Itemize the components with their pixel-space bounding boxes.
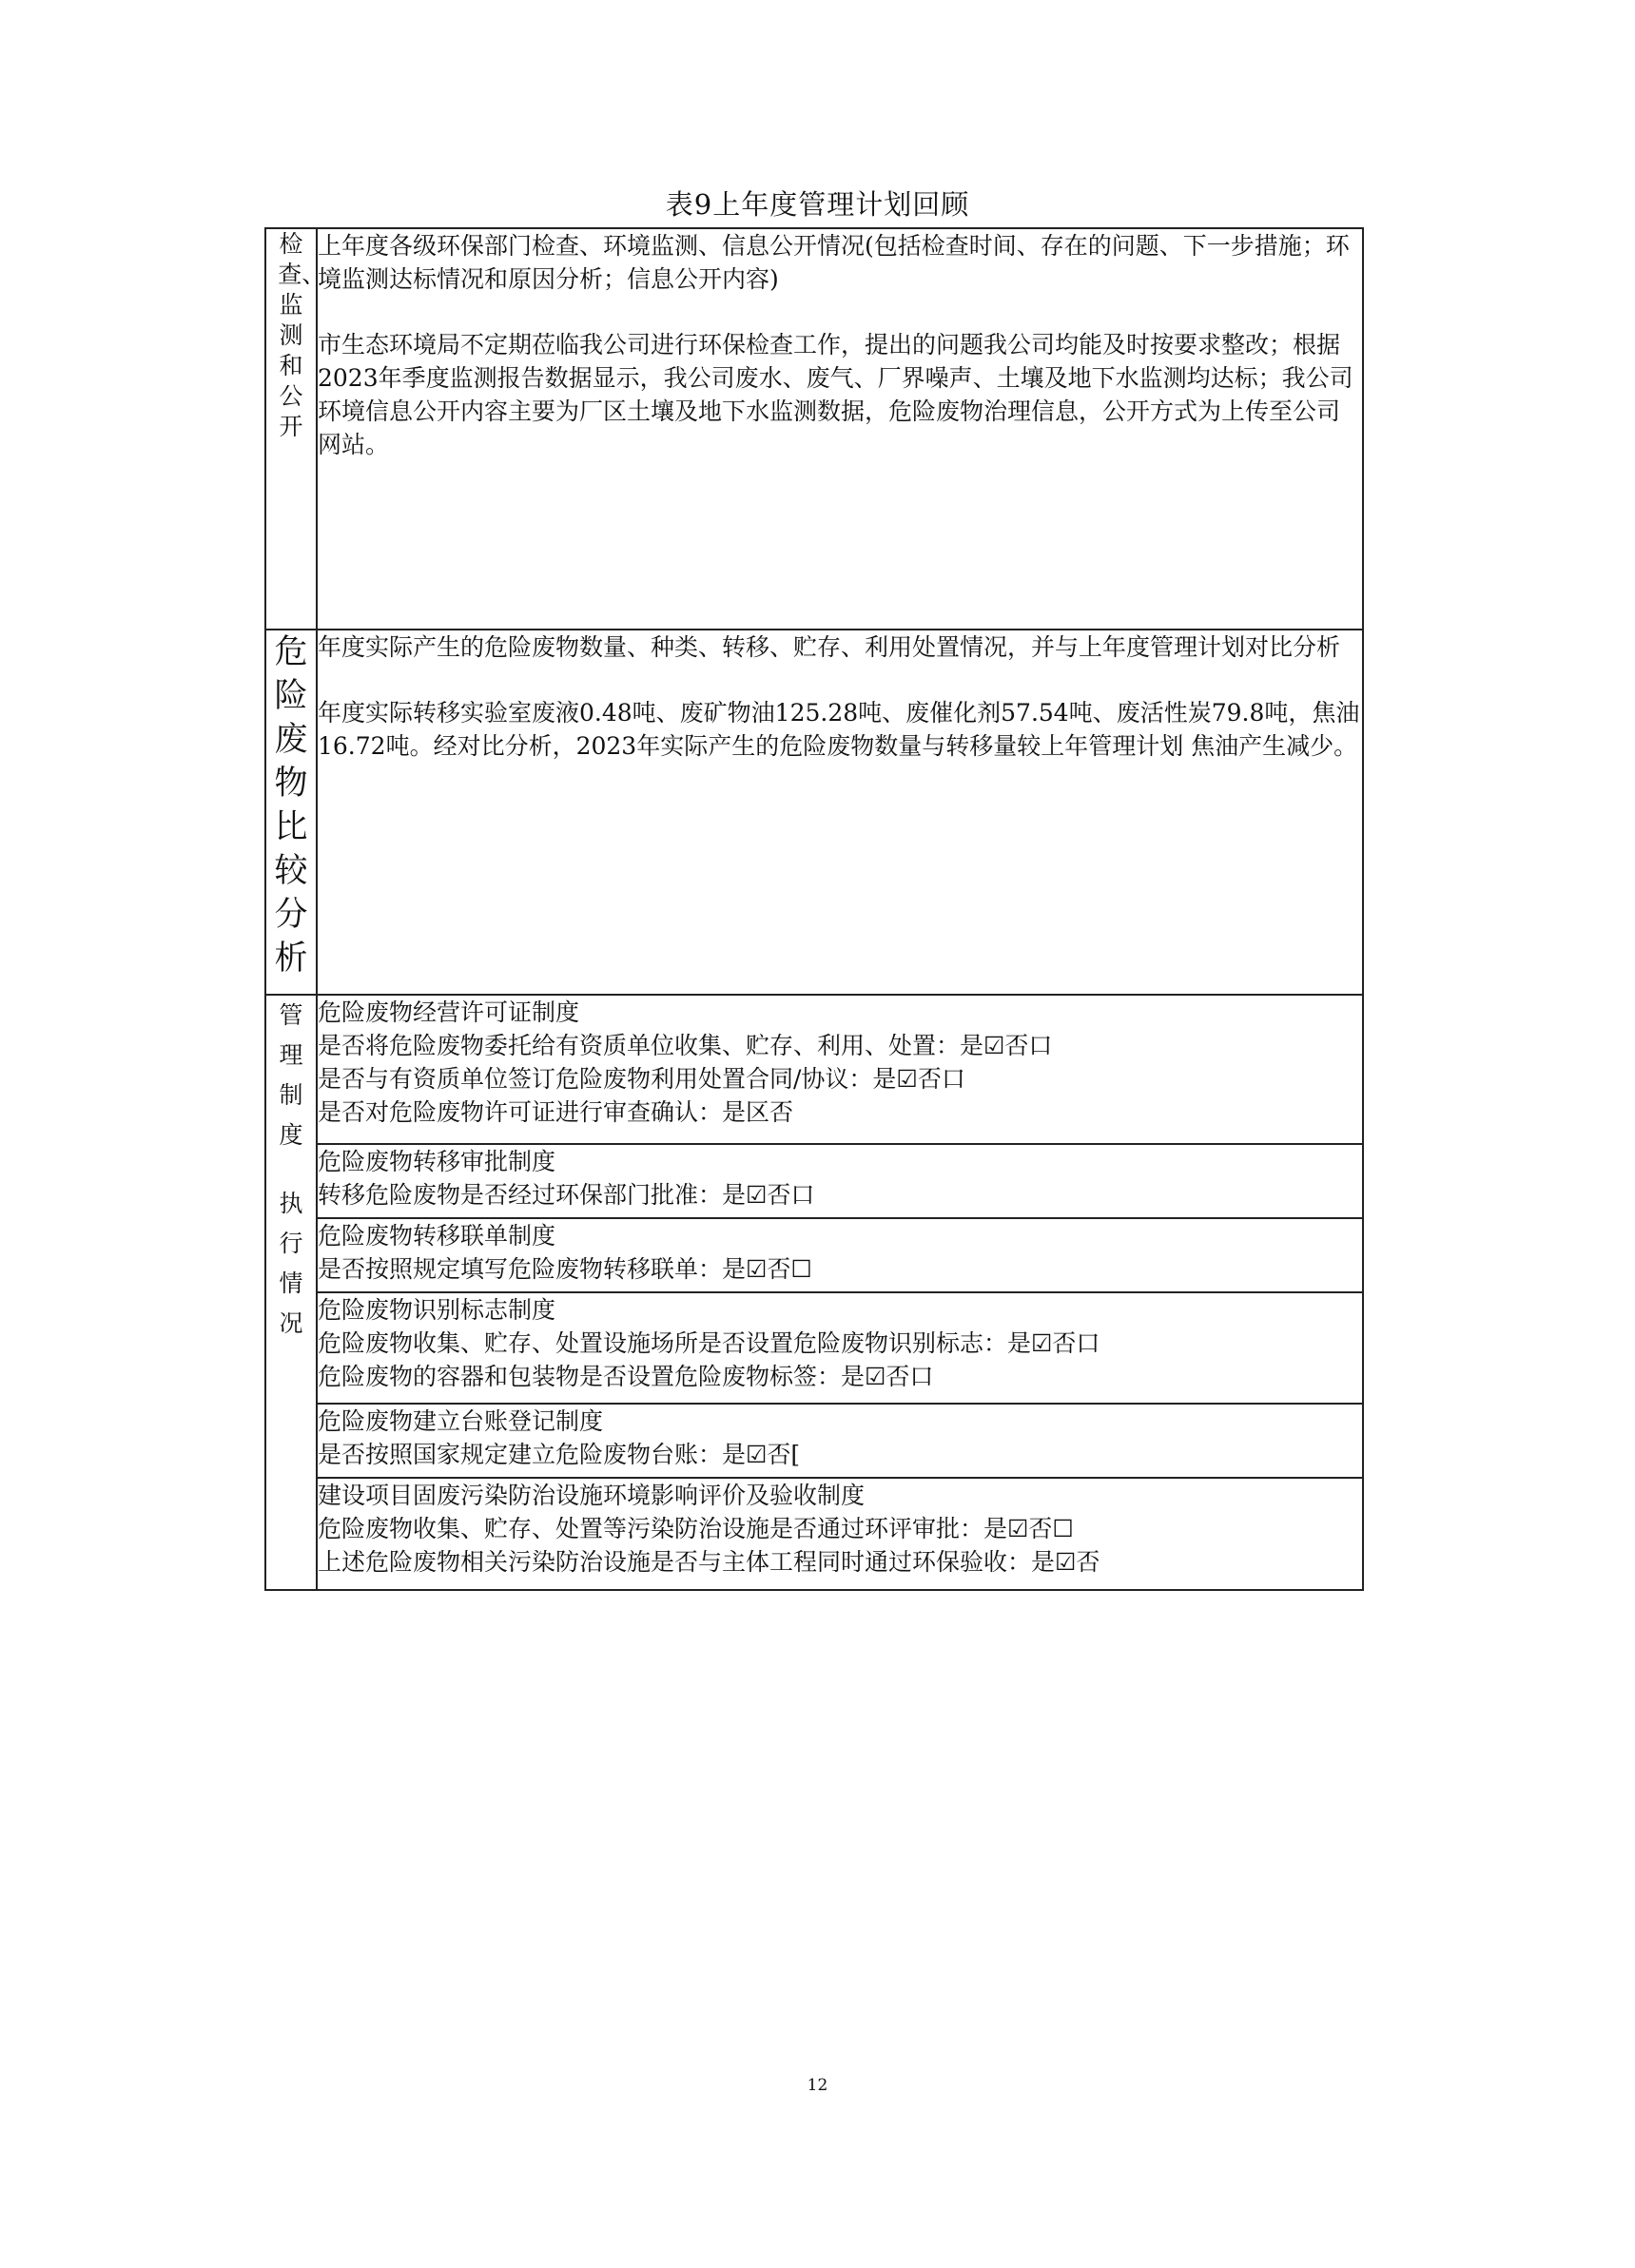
checklist-item: 是否按照规定填写危险废物转移联单：是☑否☐: [318, 1255, 812, 1283]
section-prompt: 年度实际产生的危险废物数量、种类、转移、贮存、利用处置情况，并与上年度管理计划对比分析: [318, 633, 1341, 661]
checklist-item: 是否按照国家规定建立危险废物台账：是☑否[: [318, 1441, 801, 1468]
section-label-inspection: 检查、监测和公开: [278, 230, 326, 440]
row-heading: 危险废物识别标志制度: [318, 1296, 556, 1324]
mgmt-row-ledger: [317, 1404, 1363, 1478]
checklist-item: 危险废物的容器和包装物是否设置危险废物标签：是☑否口: [318, 1363, 934, 1390]
checklist-item: 是否对危险废物许可证进行审查确认：是区否: [318, 1098, 794, 1126]
table-row-mgmt-4: [265, 1292, 1363, 1404]
mgmt-row-license: [317, 995, 1363, 1144]
row-heading: 危险废物经营许可证制度: [318, 998, 580, 1026]
section-label-cell: [265, 228, 326, 630]
management-plan-review-table: [264, 227, 1364, 1591]
table-row-inspection: [265, 228, 1363, 630]
table-row-mgmt-1: [265, 995, 1363, 1144]
section-label-cell: [265, 630, 317, 995]
section-content-hazardous-comparison: [317, 630, 1363, 995]
table-row-mgmt-5: [265, 1404, 1363, 1478]
section-label-cell: [265, 995, 317, 1590]
checklist-item: 是否与有资质单位签订危险废物利用处置合同/协议：是☑否口: [318, 1065, 965, 1093]
section-label-hazardous-comparison: 危险废物比较分析: [274, 633, 308, 978]
checklist-item: 危险废物收集、贮存、处置设施场所是否设置危险废物识别标志：是☑否口: [318, 1329, 1100, 1357]
row-heading: 建设项目固废污染防治设施环境影响评价及验收制度: [318, 1482, 866, 1509]
row-heading: 危险废物转移审批制度: [318, 1148, 556, 1175]
checklist-item: 转移危险废物是否经过环保部门批准：是☑否口: [318, 1181, 815, 1209]
page-title: 表9上年度管理计划回顾: [665, 188, 970, 221]
section-content-inspection: [317, 228, 1363, 630]
table-row-mgmt-3: [265, 1218, 1363, 1292]
table-row-mgmt-6: [265, 1478, 1363, 1590]
section-answer: 年度实际转移实验室废液0.48吨、废矿物油125.28吨、废催化剂57.54吨、废活性炭79.8吨，焦油16.72吨。经对比分析，2023年实际产生的危险废物数量与转移量较上年管理计划 焦油产生减少。: [318, 699, 1360, 760]
section-prompt: 上年度各级环保部门检查、环境监测、信息公开情况(包括检查时间、存在的问题、下一步措施；环境监测达标情况和原因分析；信息公开内容): [318, 232, 1350, 293]
section-label-execution: 执行情况: [279, 1190, 303, 1337]
checklist-item: 上述危险废物相关污染防治设施是否与主体工程同时通过环保验收：是☑否: [318, 1548, 1100, 1576]
table-row-mgmt-2: [265, 1144, 1363, 1218]
page-number: 12: [807, 2076, 828, 2095]
section-label-management-system: 管理制度: [279, 1001, 303, 1149]
mgmt-row-transfer-approval: [317, 1144, 1363, 1218]
checklist-item: 是否将危险废物委托给有资质单位收集、贮存、利用、处置：是☑否口: [318, 1032, 1053, 1059]
mgmt-row-transfer-manifest: [317, 1218, 1363, 1292]
section-answer: 市生态环境局不定期莅临我公司进行环保检查工作，提出的问题我公司均能及时按要求整改；根据2023年季度监测报告数据显示，我公司废水、废气、厂界噪声、土壤及地下水监测均达标；我公司环境信息公开内容主要为厂区土壤及地下水监测数据，危险废物治理信息，公开方式为上传至公司网站。: [318, 331, 1353, 458]
row-heading: 危险废物转移联单制度: [318, 1222, 556, 1250]
row-heading: 危险废物建立台账登记制度: [318, 1407, 604, 1435]
checklist-item: 危险废物收集、贮存、处置等污染防治设施是否通过环评审批：是☑否☐: [318, 1515, 1074, 1542]
mgmt-row-identification-marks: [317, 1292, 1363, 1404]
table-row-hazardous-comparison: [265, 630, 1363, 995]
mgmt-row-eia-acceptance: [317, 1478, 1363, 1590]
